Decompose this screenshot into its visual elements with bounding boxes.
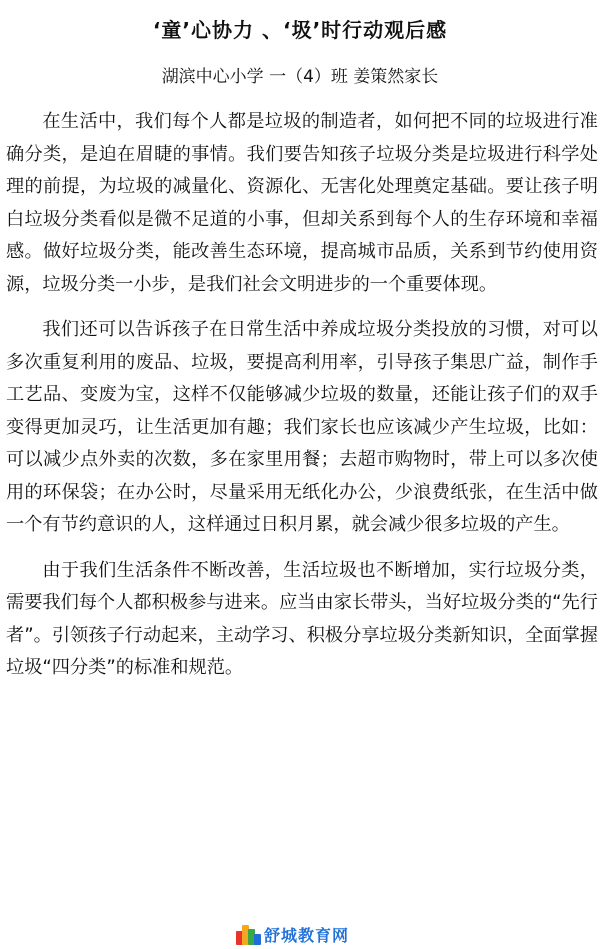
paragraph-2: 我们还可以告诉孩子在日常生活中养成垃圾分类投放的习惯，对可以多次重复利用的废品、垃圾，要提高利用率，引导孩子集思广益，制作手工艺品、变废为宝，这样不仅能够减少垃圾的数量，还能让孩子们的双手变得更加灵巧，让生活更加有趣；我们家长也应该减少产生垃圾，比如：可以减少点外卖的次数，多在家里用餐；去超市购物时，带上可以多次使用的环保袋；在办公时，尽量采用无纸化办公，少浪费纸张，在生活中做一个有节约意识的人，这样通过日积月累，就会减少很多垃圾的产生。 <box>6 319 598 535</box>
document-body <box>6 106 598 698</box>
document-subtitle: 湖滨中心小学 一（4）班 姜策然家长 <box>161 67 439 87</box>
site-watermark <box>236 922 349 946</box>
paragraph-3: 由于我们生活条件不断改善，生活垃圾也不断增加，实行垃圾分类，需要我们每个人都积极参与进来。应当由家长带头，当好垃圾分类的“先行者”。引领孩子行动起来，主动学习、积极分享垃圾分类新知识，全面掌握垃圾“四分类”的标准和规范。 <box>6 559 598 678</box>
book-logo-icon <box>236 923 262 945</box>
watermark-text: 舒城教育网 <box>264 925 350 945</box>
paragraph-1: 在生活中，我们每个人都是垃圾的制造者，如何把不同的垃圾进行准确分类，是迫在眉睫的事情。我们要告知孩子垃圾分类是垃圾进行科学处理的前提，为垃圾的减量化、资源化、无害化处理奠定基础。要让孩子明白垃圾分类看似是微不足道的小事，但却关系到每个人的生存环境和幸福感。做好垃圾分类，能改善生态环境，提高城市品质，关系到节约使用资源，垃圾分类一小步，是我们社会文明进步的一个重要体现。 <box>6 111 598 295</box>
document-title: ‘童’心协力 、‘圾’时行动观后感 <box>152 18 448 42</box>
